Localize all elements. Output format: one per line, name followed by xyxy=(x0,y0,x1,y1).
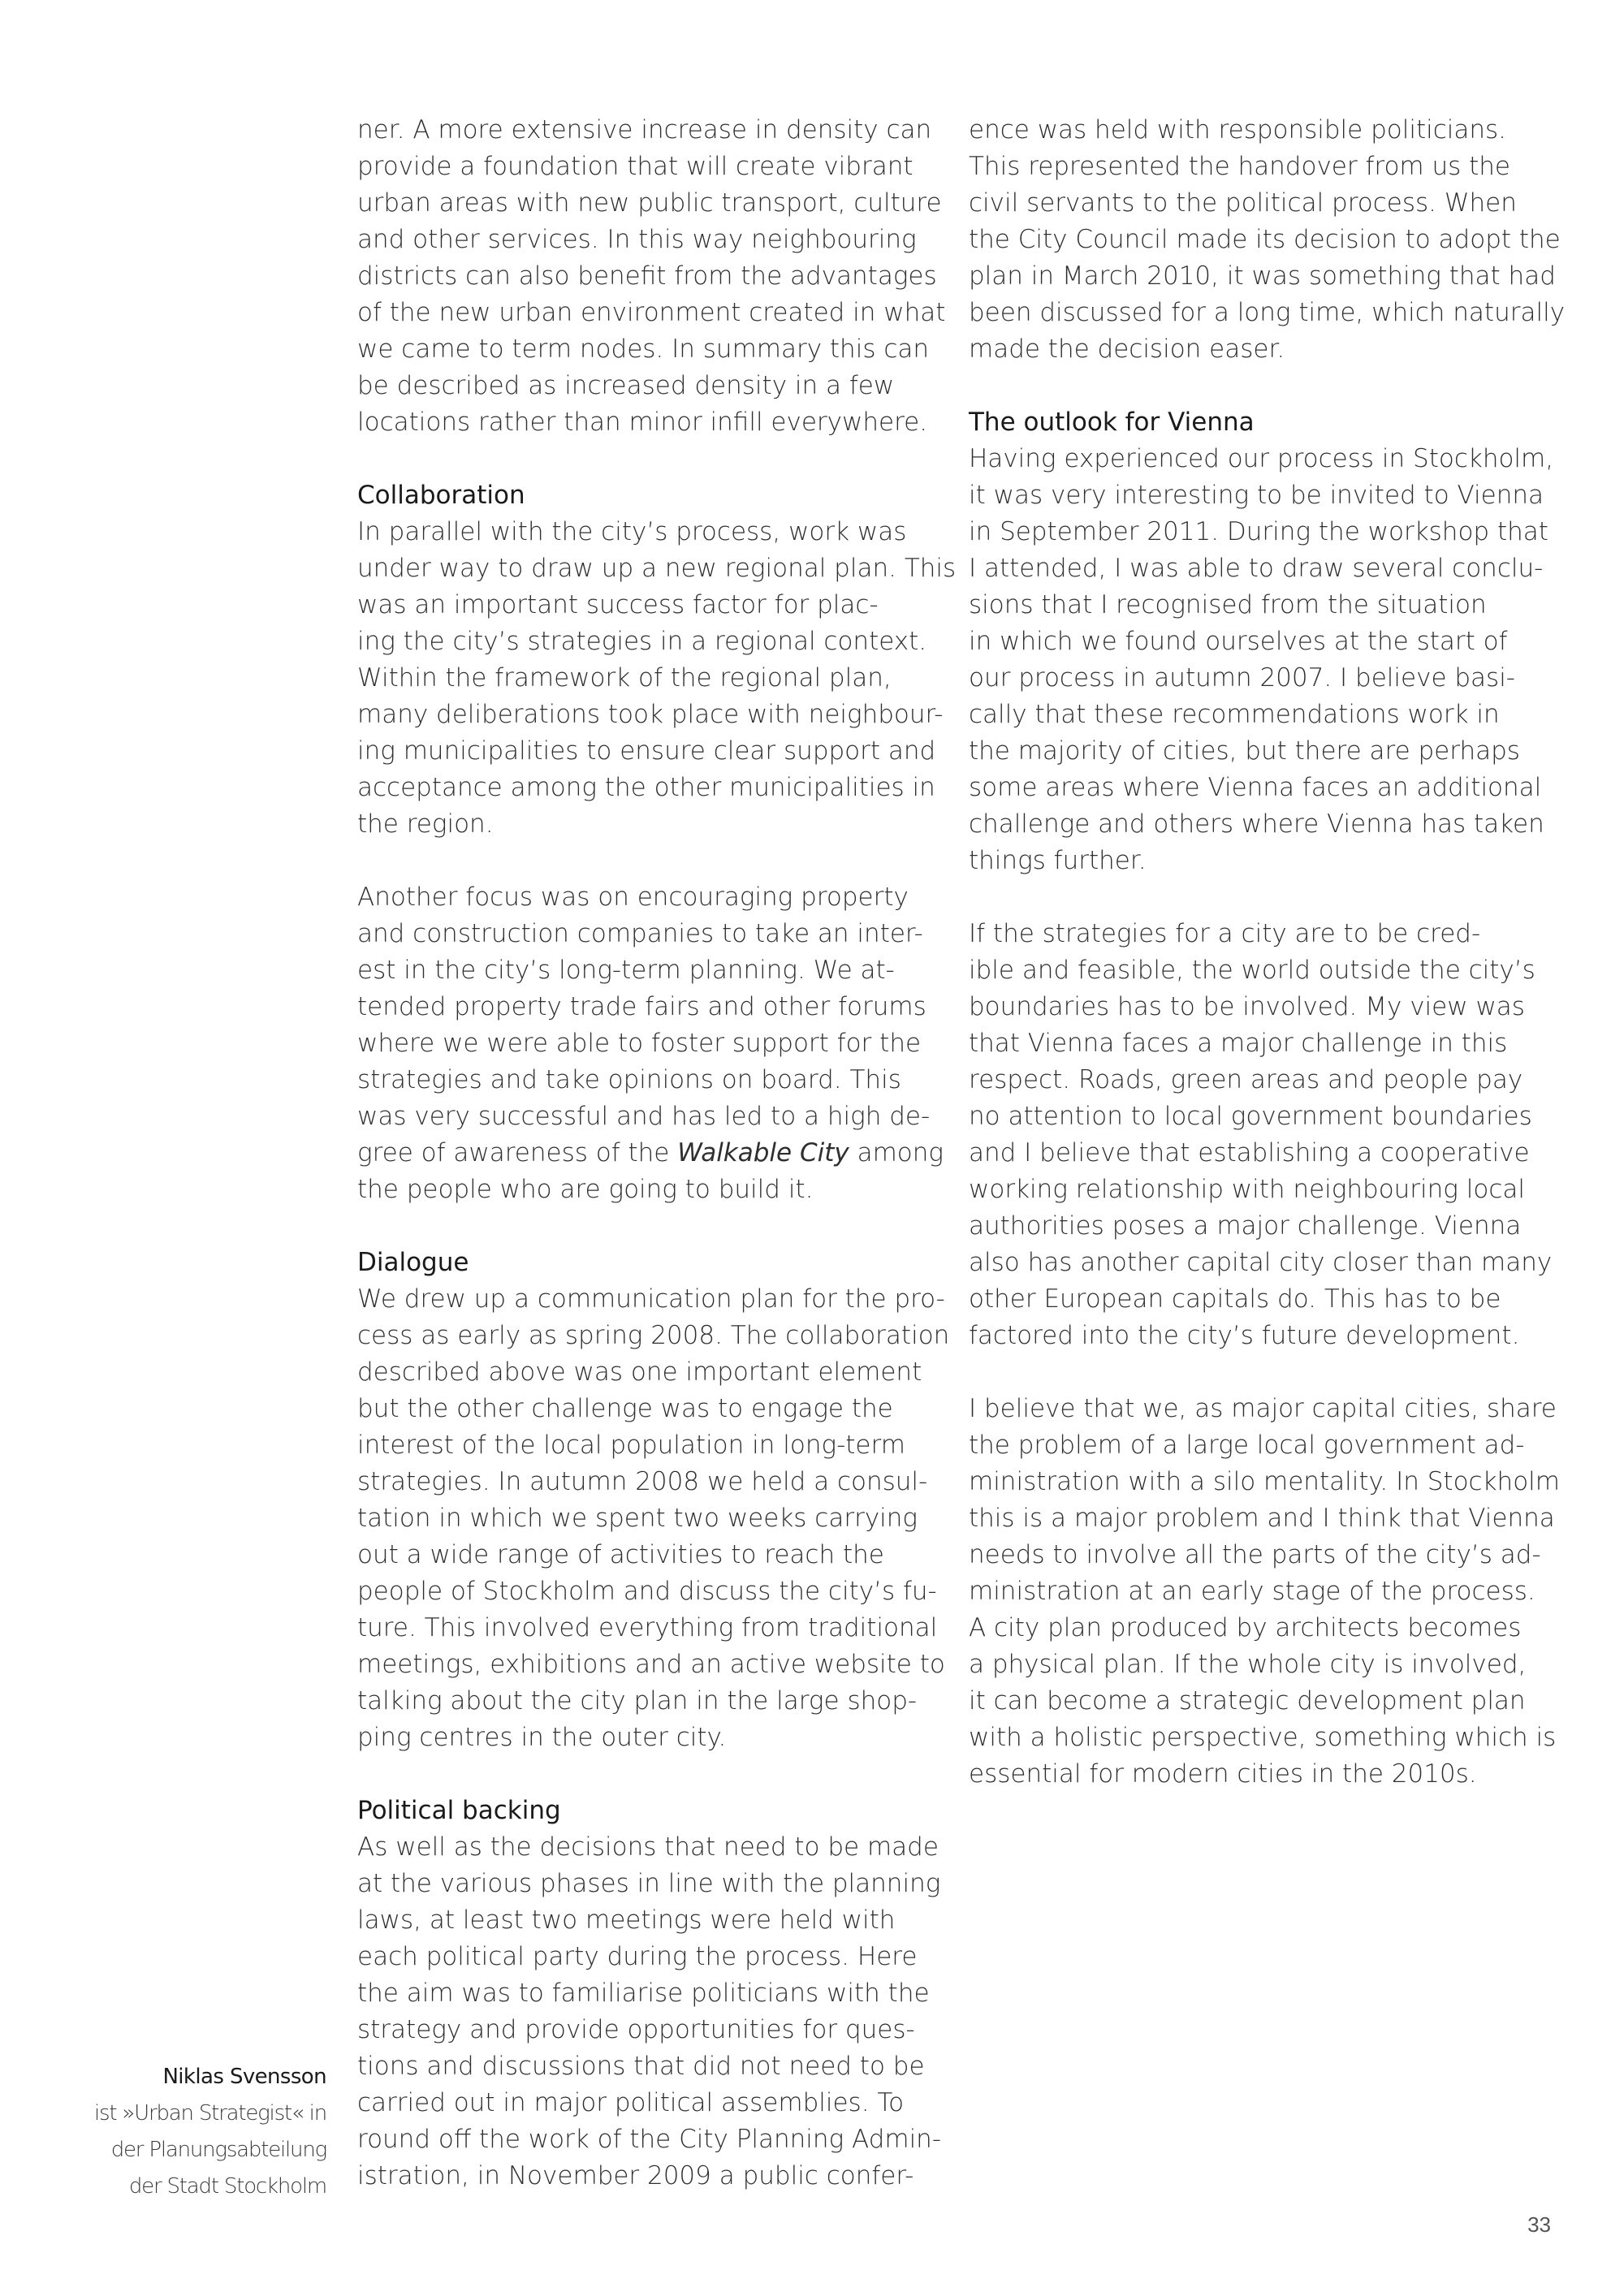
text-line: This represented the handover from us the xyxy=(969,152,1510,181)
text-line: was very successful and has led to a high de- xyxy=(357,1102,931,1131)
text-fragment: among xyxy=(849,1138,944,1167)
text-line: needs to involve all the parts of the city’s ad- xyxy=(969,1540,1541,1569)
text-line: We drew up a communication plan for the pro- xyxy=(357,1284,945,1314)
text-line: essential for modern cities in the 2010s. xyxy=(969,1759,1477,1789)
text-line: authorities poses a major challenge. Vienna xyxy=(969,1211,1522,1241)
heading-outlook-vienna: The outlook for Vienna xyxy=(969,408,1255,437)
text-line: many deliberations took place with neighbour- xyxy=(357,700,944,729)
paragraph-gap xyxy=(357,1756,942,1793)
paragraph-gap xyxy=(969,368,1553,404)
text-line: I attended, I was able to draw several conclu- xyxy=(969,554,1544,583)
text-line: ing municipalities to ensure clear support and xyxy=(357,736,936,766)
text-line: If the strategies for a city are to be cred- xyxy=(969,919,1481,948)
text-line: working relationship with neighbouring local xyxy=(969,1175,1525,1204)
text-line: no attention to local government boundaries xyxy=(969,1102,1532,1131)
text-line: strategy and provide opportunities for ques- xyxy=(357,2015,915,2044)
text-line: interest of the local population in long-term xyxy=(357,1431,905,1460)
text-line: the aim was to familiarise politicians with the xyxy=(357,1979,930,2008)
author-note xyxy=(49,2059,326,2205)
text-fragment: gree of awareness of the xyxy=(357,1138,678,1167)
text-line: out a wide range of activities to reach the xyxy=(357,1540,884,1569)
text-line: A city plan produced by architects becomes xyxy=(969,1613,1522,1642)
text-line: ence was held with responsible politicians. xyxy=(969,115,1507,145)
text-line: ping centres in the outer city. xyxy=(357,1723,727,1752)
paragraph-silo-mentality xyxy=(969,1391,1560,1793)
author-description-line: der Planungsabteilung xyxy=(110,2138,326,2162)
paragraph-gap xyxy=(969,1354,1553,1391)
text-line: ministration with a silo mentality. In Stockholm xyxy=(969,1467,1560,1496)
text-line: each political party during the process. Here xyxy=(357,1942,918,1971)
text-line: and other services. In this way neighbouring xyxy=(357,225,917,254)
text-line: As well as the decisions that need to be made xyxy=(357,1832,939,1862)
text-line: acceptance among the other municipalities in xyxy=(357,773,935,802)
text-line: strategies and take opinions on board. This xyxy=(357,1065,901,1094)
paragraph-gap xyxy=(357,441,942,477)
text-line: meetings, exhibitions and an active website to xyxy=(357,1650,945,1679)
text-line: also has another capital city closer than many xyxy=(969,1248,1553,1277)
text-line: that Vienna faces a major challenge in this xyxy=(969,1029,1508,1058)
text-line: in which we found ourselves at the start of xyxy=(969,627,1508,656)
page-number: 33 xyxy=(1527,2212,1551,2237)
text-line: our process in autumn 2007. I believe basi- xyxy=(969,663,1515,693)
text-line: urban areas with new public transport, culture xyxy=(357,188,942,218)
text-line: tended property trade fairs and other forums xyxy=(357,992,926,1021)
author-description-line: der Stadt Stockholm xyxy=(128,2174,326,2199)
paragraph-collaboration xyxy=(357,514,957,843)
italic-title: Walkable City xyxy=(677,1138,849,1167)
text-line: some areas where Vienna faces an additional xyxy=(969,773,1542,802)
text-line: and I believe that establishing a cooperative xyxy=(969,1138,1530,1167)
text-line: strategies. In autumn 2008 we held a consul- xyxy=(357,1467,928,1496)
text-line: sions that I recognised from the situation xyxy=(969,590,1487,619)
text-line: I believe that we, as major capital cities, share xyxy=(969,1394,1557,1423)
text-line: other European capitals do. This has to be xyxy=(969,1284,1501,1314)
text-line: under way to draw up a new regional plan. This xyxy=(357,554,957,583)
text-line: Within the framework of the regional plan, xyxy=(357,663,892,693)
paragraph-conference xyxy=(969,112,1566,368)
text-line: ner. A more extensive increase in density can xyxy=(357,115,932,145)
text-line: est in the city’s long-term planning. We at- xyxy=(357,956,895,985)
text-line: made the decision easer. xyxy=(969,334,1285,364)
text-line: the region. xyxy=(357,809,494,839)
text-line: it can become a strategic development plan xyxy=(969,1686,1526,1716)
text-line: boundaries has to be involved. My view was xyxy=(969,992,1525,1021)
text-line: at the various phases in line with the planning xyxy=(357,1869,941,1898)
text-line: cally that these recommendations work in xyxy=(969,700,1500,729)
heading-dialogue: Dialogue xyxy=(357,1248,469,1277)
text-line: where we were able to foster support for the xyxy=(357,1029,922,1058)
author-description-line: ist »Urban Strategist« in xyxy=(94,2101,326,2126)
paragraph-property xyxy=(357,879,942,1208)
text-line: things further. xyxy=(969,846,1147,875)
paragraph-outlook xyxy=(969,441,1553,879)
text-line: be described as increased density in a few xyxy=(357,371,895,400)
text-line: ture. This involved everything from traditional xyxy=(357,1613,938,1642)
paragraph-density xyxy=(357,112,946,441)
right-column xyxy=(969,112,1566,1793)
author-name: Niklas Svensson xyxy=(162,2065,326,2089)
text-line: In parallel with the city’s process, work was xyxy=(357,517,907,546)
paragraph-gap xyxy=(969,879,1553,916)
text-line: of the new urban environment created in what xyxy=(357,298,946,327)
text-line: provide a foundation that will create vibrant xyxy=(357,152,914,181)
paragraph-gap xyxy=(357,843,942,879)
text-line: with a holistic perspective, something which is xyxy=(969,1723,1557,1752)
text-line: ministration at an early stage of the process. xyxy=(969,1577,1535,1606)
paragraph-gap xyxy=(357,1208,942,1245)
text-line: the problem of a large local government ad- xyxy=(969,1431,1525,1460)
text-line: cess as early as spring 2008. The collaboration xyxy=(357,1321,950,1350)
heading-collaboration: Collaboration xyxy=(357,481,525,510)
text-line: a physical plan. If the whole city is involved, xyxy=(969,1650,1527,1679)
text-line: talking about the city plan in the large shop- xyxy=(357,1686,918,1716)
text-line: been discussed for a long time, which naturally xyxy=(969,298,1566,327)
paragraph-political-backing xyxy=(357,1829,942,2195)
text-line: the people who are going to build it. xyxy=(357,1175,814,1204)
paragraph-dialogue xyxy=(357,1281,950,1756)
text-line: but the other challenge was to engage the xyxy=(357,1394,893,1423)
text-line: locations rather than minor infill everywhere. xyxy=(357,408,928,437)
paragraph-strategies xyxy=(969,916,1553,1354)
left-column xyxy=(357,112,957,2195)
text-line: carried out in major political assemblies. To xyxy=(357,2088,905,2117)
text-line: factored into the city’s future development. xyxy=(969,1321,1520,1350)
text-line xyxy=(357,1135,942,1172)
text-line: round off the work of the City Planning Admin- xyxy=(357,2125,942,2154)
text-line: the City Council made its decision to adopt the xyxy=(969,225,1561,254)
text-line: and construction companies to take an inter- xyxy=(357,919,923,948)
text-line: in September 2011. During the workshop that xyxy=(969,517,1548,546)
text-line: ing the city’s strategies in a regional context. xyxy=(357,627,927,656)
text-line: tions and discussions that did not need to be xyxy=(357,2052,925,2081)
text-line: laws, at least two meetings were held with xyxy=(357,1905,896,1935)
text-line: districts can also benefit from the advantages xyxy=(357,261,937,291)
heading-political-backing: Political backing xyxy=(357,1796,561,1825)
text-line: Having experienced our process in Stockholm, xyxy=(969,444,1554,473)
text-line: ible and feasible, the world outside the city’s xyxy=(969,956,1535,985)
text-line: we came to term nodes. In summary this can xyxy=(357,334,930,364)
text-line: people of Stockholm and discuss the city’s fu- xyxy=(357,1577,937,1606)
text-line: this is a major problem and I think that Vienna xyxy=(969,1504,1555,1533)
text-line: Another focus was on encouraging property xyxy=(357,883,909,912)
text-line: respect. Roads, green areas and people pay xyxy=(969,1065,1523,1094)
text-line: plan in March 2010, it was something that had xyxy=(969,261,1556,291)
text-line: the majority of cities, but there are perhaps xyxy=(969,736,1520,766)
text-line: was an important success factor for plac- xyxy=(357,590,879,619)
text-line: challenge and others where Vienna has taken xyxy=(969,809,1544,839)
text-line: civil servants to the political process. When xyxy=(969,188,1517,218)
text-line: istration, in November 2009 a public confer- xyxy=(357,2161,914,2190)
text-line: it was very interesting to be invited to Vienna xyxy=(969,481,1544,510)
text-line: tation in which we spent two weeks carrying xyxy=(357,1504,918,1533)
text-line: described above was one important element xyxy=(357,1357,922,1387)
